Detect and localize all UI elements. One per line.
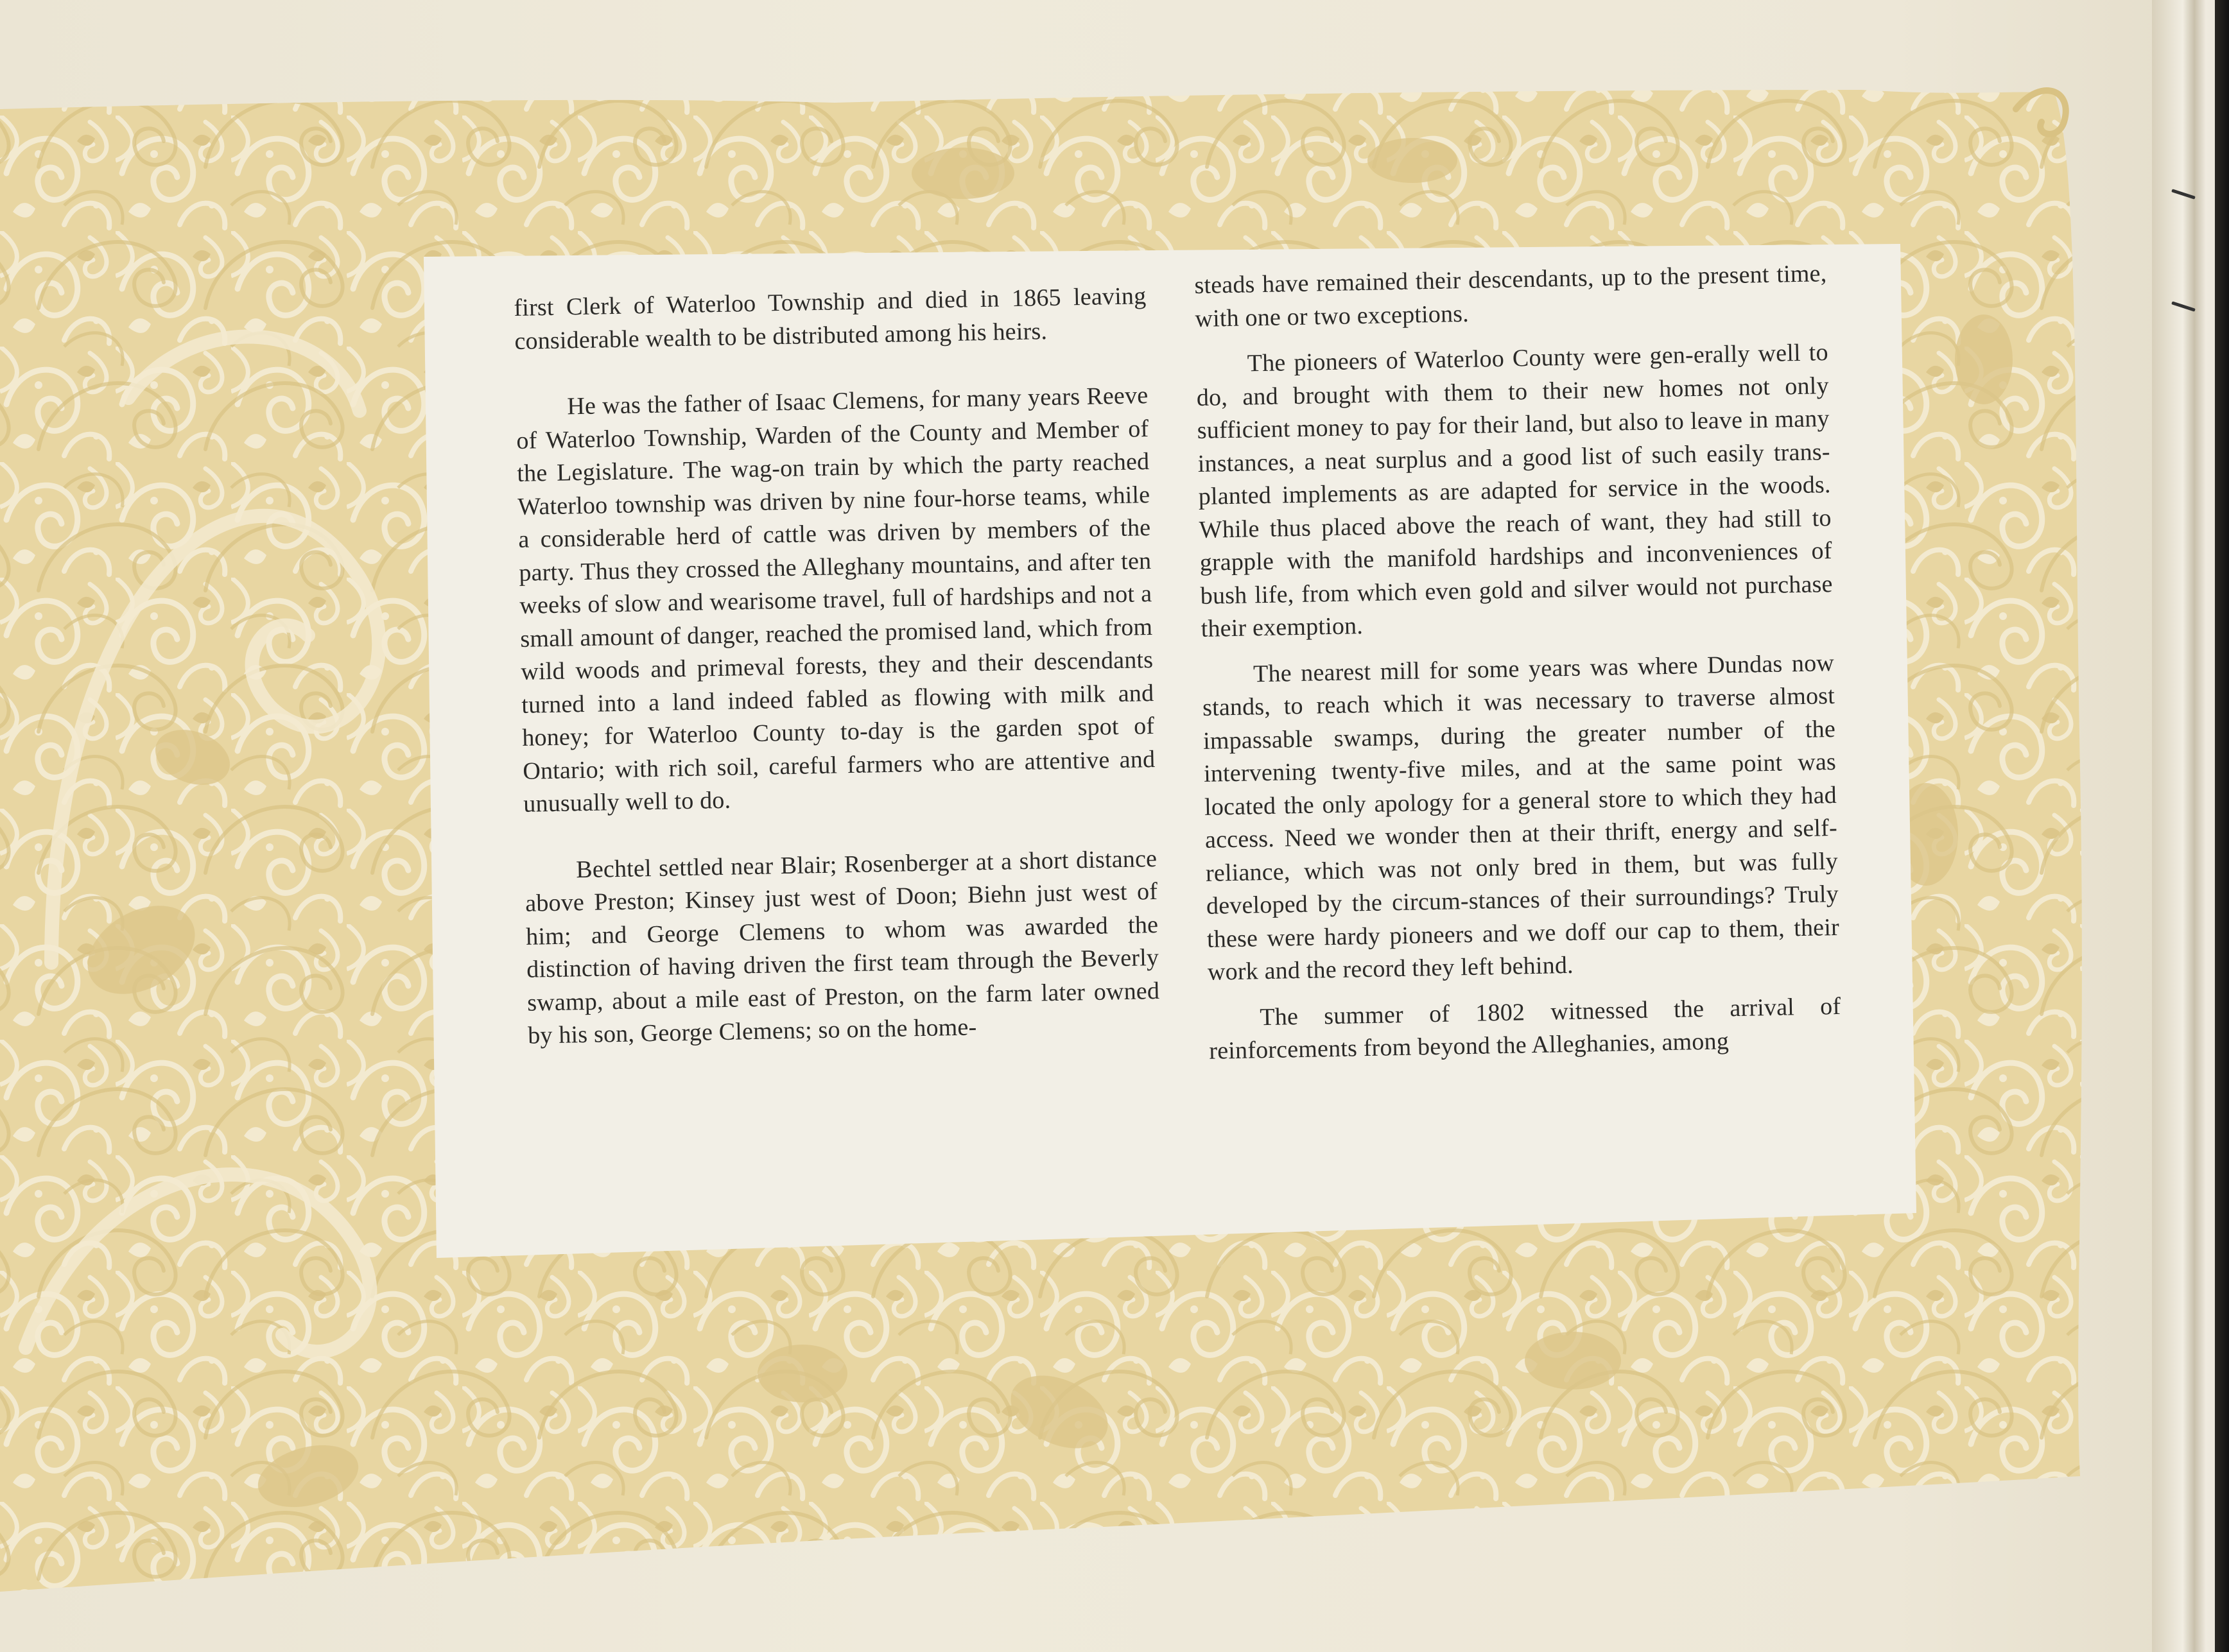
paragraph: He was the father of Isaac Clemens, for many years Reeve of Waterloo Township, Warden of the County and Member of the Legislature. The wag-on train by which the party reached Waterloo township was driven by nine four-horse teams, while a considerable herd of cattle was driven by members of the party. Thus they crossed the Alleghany mountains, and after ten weeks of slow and wearisome travel, full of hardships and not a small amount of danger, reached the promised land, which from wild woods and primeval forests, they and their descendants turned into a land indeed fabled as flowing with milk and honey; for Waterloo County to-day is the garden spot of Ontario; with rich soil, careful farmers who are attentive and unusually well to do.	[516, 382, 1156, 818]
paragraph: Bechtel settled near Blair; Rosenberger at a short distance above Preston; Kinsey just west of Doon; Biehn just west of him; and George Clemens to whom was awarded the distinction of having driven the first team through the Beverly swamp, about a mile east of Preston, on the farm later owned by his son, George Clemens; so on the home-	[525, 845, 1160, 1049]
left-text-column	[514, 280, 1161, 1053]
paragraph: steads have remained their descendants, up to the present time, with one or two exceptions.	[1194, 260, 1827, 332]
right-text-column	[1194, 257, 1842, 1068]
paragraph: The summer of 1802 witnessed the arrival of reinforcements from beyond the Alleghanies, among	[1208, 992, 1841, 1065]
paragraph: The nearest mill for some years was where Dundas now stands, to reach which it was necessary to traverse almost impassable swamps, during the greater number of the intervening twenty-five miles, and at the same point was located the only apology for a general store to which they had access. Need we wonder then at their thrift, energy and self-reliance, which was not only bred in them, but was fully developed by the circum-stances of their surroundings? Truly these were hardy pioneers and we doff our cap to them, their work and the record they left behind.	[1202, 649, 1840, 986]
book-spine-shadow	[2215, 0, 2229, 1652]
paragraph: The pioneers of Waterloo County were gen-erally well to do, and brought with them to their new homes not only sufficient money to pay for their land, but also to leave in many instances, a neat surplus and a good list of such easily trans-planted implements as are adapted for service in the woods. While thus placed above the reach of want, they had still to grapple with the manifold hardships and inconveniences of bush life, from which even gold and silver would not purchase their exemption.	[1196, 339, 1833, 642]
paragraph: first Clerk of Waterloo Township and died in 1865 leaving considerable wealth to be distributed among his heirs.	[514, 282, 1147, 355]
